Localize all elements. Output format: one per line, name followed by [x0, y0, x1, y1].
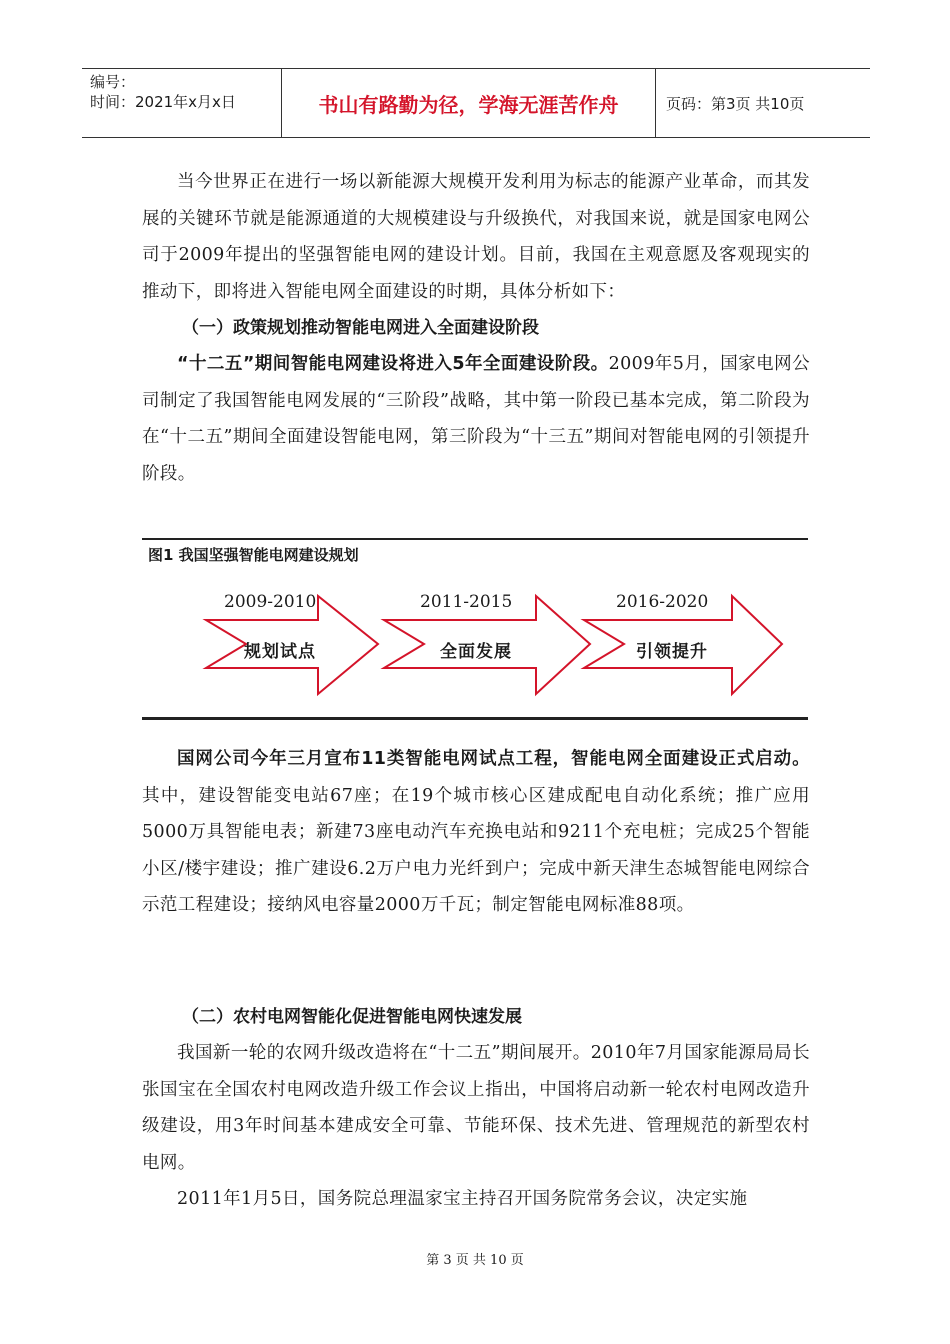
- figure-plan: [142, 538, 808, 720]
- document-date: 时间：2021年x月x日: [90, 93, 236, 111]
- paragraph-1: [142, 346, 810, 492]
- paragraph-1-text: 2009年5月，国家电网公司制定了我国智能电网发展的“三阶段”战略，其中第一阶段已基本完成，第二阶段为在“十二五”期间全面建设智能电网，第三阶段为“十三五”期间对智能电网的引领提升阶段。: [142, 354, 810, 484]
- paragraph-2-text: 其中，建设智能变电站67座；在19个城市核心区建成配电自动化系统；推广应用5000万具智能电表；新建73座电动汽车充换电站和9211个充电桩；完成25个智能小区/楼宇建设；推广建设6.2万户电力光纤到户；完成中新天津生态城智能电网综合示范工程建设；接纳风电容量2000万千瓦；制定智能电网标准88项。: [142, 785, 810, 915]
- stage-2-label: 全面发展: [440, 642, 512, 662]
- paragraph-3: 我国新一轮的农网升级改造将在“十二五”期间展开。2010年7月国家能源局局长张国宝在全国农村电网改造升级工作会议上指出，中国将启动新一轮农村电网改造升级建设，用3年时间基本建成安全可靠、节能环保、技术先进、管理规范的新型农村电网。: [142, 1043, 810, 1173]
- stage-1-year: 2009-2010: [224, 592, 317, 612]
- page-header: [82, 68, 870, 138]
- paragraph-2: [142, 741, 810, 924]
- stage-1-label: 规划试点: [244, 642, 316, 662]
- stage-3-label: 引领提升: [636, 642, 708, 662]
- section-2-heading: （二）农村电网智能化促进智能电网快速发展: [182, 1007, 522, 1027]
- header-meta: [82, 69, 282, 137]
- figure-arrows: [142, 538, 808, 720]
- intro-paragraph: 当今世界正在进行一场以新能源大规模开发利用为标志的能源产业革命，而其发展的关键环节就是能源通道的大规模建设与升级换代，对我国来说，就是国家电网公司于2009年提出的坚强智能电网的建设计划。目前，我国在主观意愿及客观现实的推动下，即将进入智能电网全面建设的时期，具体分析如下：: [142, 172, 810, 302]
- section-1-heading: （一）政策规划推动智能电网进入全面建设阶段: [182, 318, 539, 338]
- paragraph-2-bold: 国网公司今年三月宣布11类智能电网试点工程，智能电网全面建设正式启动。: [177, 749, 810, 769]
- stage-2-year: 2011-2015: [420, 592, 513, 612]
- paragraph-4: 2011年1月5日，国务院总理温家宝主持召开国务院常务会议，决定实施: [177, 1189, 748, 1209]
- figure-caption: 图1 我国坚强智能电网建设规划: [148, 546, 359, 564]
- header-page-info: 页码：第3页 共10页: [666, 94, 805, 113]
- figure-bottom-rule: [142, 717, 808, 720]
- header-motto: 书山有路勤为径，学海无涯苦作舟: [282, 69, 656, 137]
- rural-section: [142, 999, 810, 1218]
- stage-3-year: 2016-2020: [616, 592, 709, 612]
- intro-section: [142, 164, 810, 492]
- page-footer: 第 3 页 共 10 页: [426, 1253, 524, 1268]
- document-number-label: 编号：: [90, 73, 136, 91]
- pilot-section: [142, 741, 810, 924]
- paragraph-1-bold: “十二五”期间智能电网建设将进入5年全面建设阶段。: [177, 354, 609, 374]
